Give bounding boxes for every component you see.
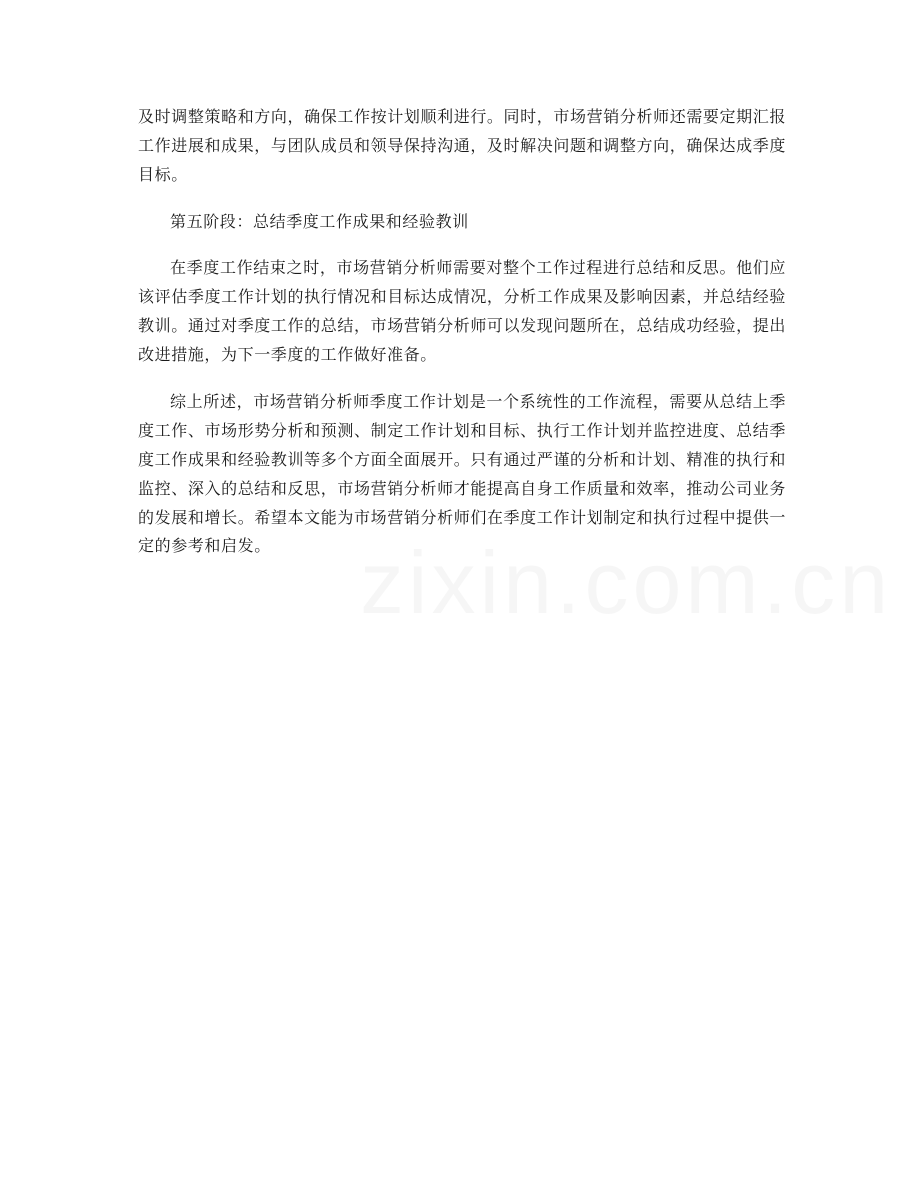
document-body — [138, 103, 786, 580]
paragraph-conclusion: 综上所述，市场营销分析师季度工作计划是一个系统性的工作流程，需要从总结上季度工作、市场形势分析和预测、制定工作计划和目标、执行工作计划并监控进度、总结季度工作成果和经验教训等多个方面全面展开。只有通过严谨的分析和计划、精准的执行和监控、深入的总结和反思，市场营销分析师才能提高自身工作质量和效率，推动公司业务的发展和增长。希望本文能为市场营销分析师们在季度工作计划制定和执行过程中提供一定的参考和启发。 — [138, 392, 786, 556]
section-heading-stage-five: 第五阶段：总结季度工作成果和经验教训 — [170, 212, 469, 232]
paragraph-continuation: 及时调整策略和方向，确保工作按计划顺利进行。同时，市场营销分析师还需要定期汇报工作进展和成果，与团队成员和领导保持沟通，及时解决问题和调整方向，确保达成季度目标。 — [138, 107, 786, 184]
paragraph-stage-five-summary: 在季度工作结束之时，市场营销分析师需要对整个工作过程进行总结和反思。他们应该评估季度工作计划的执行情况和目标达成情况，分析工作成果及影响因素，并总结经验教训。通过对季度工作的总结，市场营销分析师可以发现问题所在，总结成功经验，提出改进措施，为下一季度的工作做好准备。 — [138, 258, 786, 364]
